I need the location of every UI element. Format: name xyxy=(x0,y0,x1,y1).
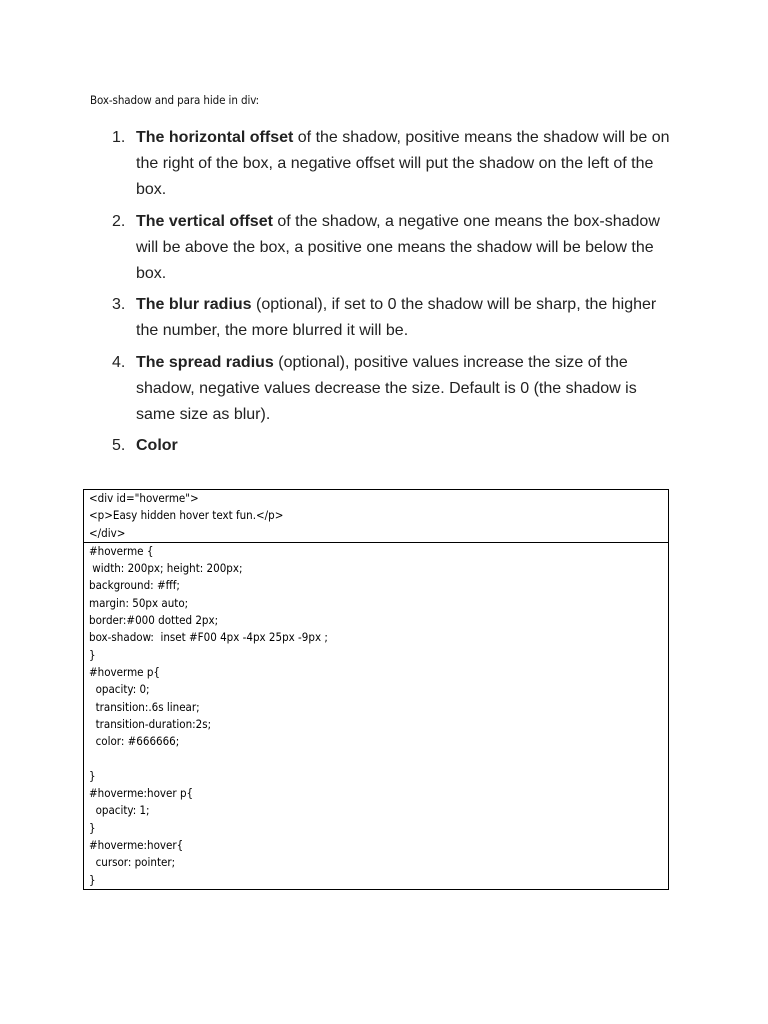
list-item-description: (optional), if set to 0 the shadow will be sharp, the higher the number, the more blurred it will be. xyxy=(136,296,657,340)
list-item xyxy=(112,350,672,429)
section-heading: Box-shadow and para hide in div: xyxy=(90,93,259,107)
code-line: border:#000 dotted 2px; xyxy=(89,613,219,628)
code-line: color: #666666; xyxy=(89,734,180,749)
list-item-number: 1. xyxy=(112,129,126,146)
css-code-cell xyxy=(84,542,668,889)
list-item-number: 5. xyxy=(112,437,126,455)
code-line: transition:.6s linear; xyxy=(89,699,200,714)
code-line: #hoverme:hover{ xyxy=(89,837,184,852)
list-item-term: The spread radius xyxy=(136,353,274,371)
code-line xyxy=(89,750,663,767)
list-item-term: The blur radius xyxy=(136,296,252,314)
code-line: width: 200px; height: 200px; xyxy=(89,561,243,576)
list-item-number: 2. xyxy=(112,212,126,230)
list-item xyxy=(112,209,672,288)
list-item-description: of the shadow, a negative one means the box-shadow will be above the box, a positive one means the shadow will be below the box. xyxy=(136,212,660,283)
code-line: } xyxy=(89,768,96,783)
code-line: #hoverme { xyxy=(89,543,154,558)
code-line: margin: 50px auto; xyxy=(89,595,189,610)
code-line: background: #fff; xyxy=(89,578,180,593)
code-line: } xyxy=(89,872,96,887)
code-line: opacity: 1; xyxy=(89,803,150,818)
code-line: } xyxy=(89,647,96,662)
box-shadow-parameter-list xyxy=(112,125,672,464)
code-line: opacity: 0; xyxy=(89,682,150,697)
code-line: box-shadow: inset #F00 4px -4px 25px -9px ; xyxy=(89,630,328,645)
list-item-term: The horizontal offset xyxy=(136,129,294,146)
code-table xyxy=(83,489,669,890)
list-item-description: (optional), positive values increase the size of the shadow, negative values decrease the size. Default is 0 (the shadow is same size as blur). xyxy=(136,353,637,424)
list-item-number: 4. xyxy=(112,353,126,371)
code-line: </div> xyxy=(89,525,126,540)
list-item-number: 3. xyxy=(112,296,126,314)
code-line: } xyxy=(89,820,96,835)
list-item xyxy=(112,433,672,459)
code-line: cursor: pointer; xyxy=(89,855,176,870)
code-line: <div id="hoverme"> xyxy=(89,491,199,505)
list-item-term: Color xyxy=(136,437,178,455)
code-line: #hoverme:hover p{ xyxy=(89,786,194,801)
list-item-description: of the shadow, positive means the shadow will be on the right of the box, a negative offset will put the shadow on the left of the box. xyxy=(136,129,670,199)
list-item xyxy=(112,292,672,344)
code-line: #hoverme p{ xyxy=(89,664,160,679)
html-code-cell xyxy=(84,490,668,542)
code-line: <p>Easy hidden hover text fun.</p> xyxy=(89,508,284,523)
list-item xyxy=(112,125,672,204)
list-item-term: The vertical offset xyxy=(136,212,273,230)
code-line: transition-duration:2s; xyxy=(89,716,212,731)
